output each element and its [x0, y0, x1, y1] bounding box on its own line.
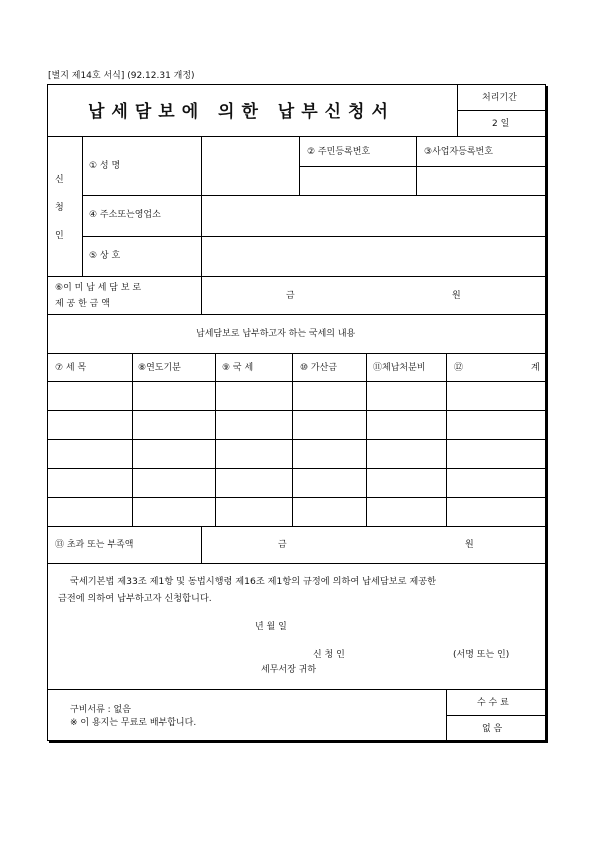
collateral-amount-unit: 원 — [452, 291, 461, 301]
excess-amount-prefix: 금 — [278, 540, 287, 550]
excess-amount-field[interactable] — [290, 531, 460, 557]
name-field[interactable] — [202, 137, 298, 194]
excess-divider — [201, 526, 202, 563]
col-header-surcharge: ⑩ 가산금 — [300, 363, 338, 373]
col-header-total: 계 — [531, 363, 540, 373]
required-documents: 구비서류 : 없음 — [70, 705, 131, 715]
processing-divider — [457, 85, 458, 137]
resident-number-field[interactable] — [300, 167, 415, 194]
applicant-group-label-2: 청 — [55, 203, 64, 213]
business-number-label: ③사업자등록번호 — [424, 147, 493, 157]
addressee: 세무서장 귀하 — [261, 665, 317, 675]
col-header-disposition-fee: ⑪체납처분비 — [373, 363, 426, 373]
business-number-field[interactable] — [417, 167, 544, 194]
table-bottom — [48, 526, 545, 527]
fee-label: 수 수 료 — [477, 698, 509, 708]
collateral-divider — [201, 276, 202, 314]
processing-period-value: 2 일 — [492, 119, 510, 129]
bottom-section-top — [48, 689, 545, 690]
collateral-row-bottom — [48, 314, 545, 315]
signature-note: (서명 또는 인) — [453, 650, 510, 660]
signature-field[interactable] — [370, 646, 448, 662]
processing-divider-h — [457, 110, 545, 111]
statement-line-1: 국세기본법 제33조 제1항 및 동법시행령 제16조 제1항의 규정에 의하여 납세담보로 제공한 — [70, 576, 437, 587]
table-row[interactable] — [48, 498, 545, 526]
fee-divider-h — [446, 715, 545, 716]
statement-line-2: 금전에 의하여 납부하고자 신청합니다. — [58, 593, 212, 604]
date-line: 년 월 일 — [255, 622, 287, 632]
heading-row-bottom — [48, 353, 545, 354]
excess-row-bottom — [48, 563, 545, 564]
table-row[interactable] — [48, 411, 545, 439]
trade-name-label: ⑤ 상 호 — [89, 251, 121, 261]
trade-name-field[interactable] — [202, 237, 544, 275]
form-number-note: [별지 제14호 서식] (92.12.31 개정) — [48, 71, 195, 81]
address-label: ④ 주소또는영업소 — [89, 210, 161, 220]
table-row[interactable] — [48, 382, 545, 410]
col-header-tax-item: ⑦ 세 목 — [55, 363, 87, 373]
col-header-total-mark: ⑫ — [454, 363, 464, 373]
collateral-amount-field[interactable] — [296, 282, 446, 308]
applicant-group-label-3: 인 — [55, 231, 64, 241]
table-row[interactable] — [48, 440, 545, 468]
col-header-national-tax: ⑨ 국 세 — [222, 363, 254, 373]
col-header-year: ⑧연도기분 — [138, 363, 181, 373]
free-form-notice: ※ 이 용지는 무료로 배부합니다. — [70, 718, 197, 728]
applicant-signature-label: 신 청 인 — [313, 650, 345, 660]
collateral-amount-prefix: 금 — [286, 291, 295, 301]
table-row[interactable] — [48, 469, 545, 497]
tax-content-heading: 납세담보로 납부하고자 하는 국세의 내용 — [196, 329, 356, 339]
frame-shadow-bottom — [49, 741, 548, 743]
resident-number-label: ② 주민등록번호 — [307, 147, 371, 157]
collateral-label-line2: 제 공 한 금 액 — [55, 299, 110, 309]
processing-period-label: 처리기간 — [482, 93, 517, 103]
frame-shadow-right — [546, 86, 548, 743]
address-field[interactable] — [202, 196, 544, 235]
collateral-row-top — [48, 276, 545, 277]
fee-value: 없 음 — [482, 724, 503, 734]
excess-label: ⑬ 초과 또는 부족액 — [55, 540, 134, 550]
form-title: 납세담보에 의한 납부신청서 — [88, 102, 395, 122]
applicant-group-divider — [82, 136, 83, 276]
excess-amount-unit: 원 — [465, 540, 474, 550]
collateral-label-line1: ⑥이 미 납 세 담 보 로 — [55, 283, 142, 293]
applicant-group-label-1: 신 — [55, 175, 64, 185]
name-label: ① 성 명 — [89, 161, 121, 171]
